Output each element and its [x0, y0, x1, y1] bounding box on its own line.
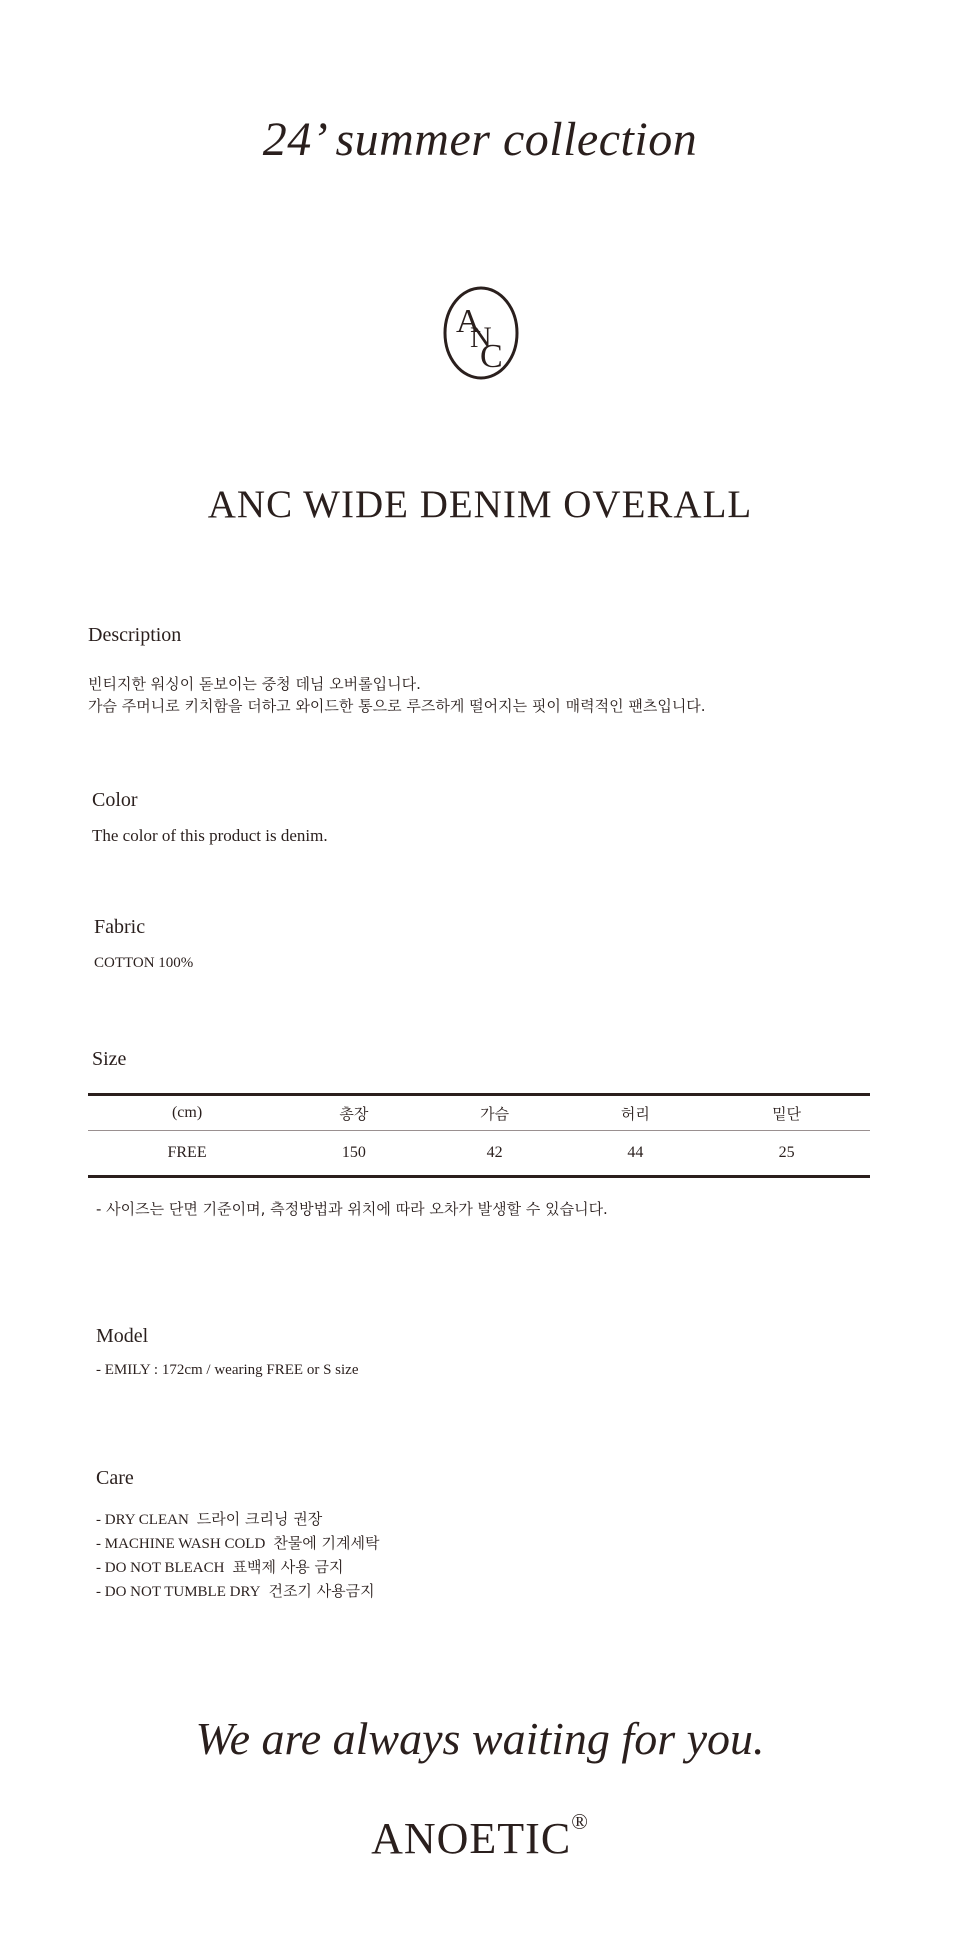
care-label: Care — [96, 1467, 134, 1489]
product-title: ANC WIDE DENIM OVERALL — [207, 483, 753, 526]
collection-title: 24’ summer collection — [262, 113, 698, 166]
care-item-en: - DRY CLEAN — [96, 1512, 189, 1528]
care-item-ko: 찬물에 기계세탁 — [273, 1534, 380, 1552]
size-header-hem: 밑단 — [703, 1095, 870, 1131]
size-cell-length: 150 — [286, 1131, 422, 1177]
size-header-chest: 가슴 — [422, 1095, 568, 1131]
fabric-label: Fabric — [94, 916, 146, 938]
color-label: Color — [92, 789, 138, 811]
description-text — [88, 673, 706, 717]
brand-name: ANOETIC — [371, 1814, 572, 1863]
anc-monogram-logo — [442, 285, 520, 381]
description-label: Description — [88, 624, 182, 646]
care-item-no-bleach — [96, 1556, 380, 1580]
care-item-ko: 표백제 사용 금지 — [232, 1558, 344, 1576]
care-item-dry-clean — [96, 1508, 380, 1532]
size-cell-free: FREE — [88, 1131, 286, 1177]
care-item-ko: 드라이 크리닝 권장 — [196, 1510, 323, 1528]
model-label: Model — [96, 1325, 149, 1347]
care-item-en: - MACHINE WASH COLD — [96, 1536, 266, 1552]
size-cell-waist: 44 — [568, 1131, 704, 1177]
care-item-en: - DO NOT TUMBLE DRY — [96, 1584, 261, 1600]
logo-letter-a: A — [456, 303, 481, 340]
logo-letter-c: C — [480, 338, 503, 375]
size-header-length: 총장 — [286, 1095, 422, 1131]
size-cell-hem: 25 — [703, 1131, 870, 1177]
color-text: The color of this product is denim. — [92, 826, 328, 845]
size-header-waist: 허리 — [568, 1095, 704, 1131]
size-note: - 사이즈는 단면 기준이며, 측정방법과 위치에 따라 오차가 발생할 수 있습니다. — [96, 1200, 608, 1218]
logo-letter-n: N — [470, 321, 492, 354]
model-text: - EMILY : 172cm / wearing FREE or S size — [96, 1362, 359, 1378]
care-item-no-tumble-dry — [96, 1580, 380, 1604]
description-line-1: 빈티지한 워싱이 돋보이는 중청 데님 오버롤입니다. — [88, 675, 421, 693]
registered-mark: ® — [571, 1809, 589, 1834]
care-item-machine-wash — [96, 1532, 380, 1556]
table-row — [88, 1131, 870, 1177]
size-label: Size — [92, 1048, 127, 1070]
description-line-2: 가슴 주머니로 키치함을 더하고 와이드한 통으로 루즈하게 떨어지는 핏이 매력적인 팬츠입니다. — [88, 697, 706, 715]
size-table — [88, 1093, 870, 1178]
size-table-header-row — [88, 1095, 870, 1131]
size-header-unit: (cm) — [88, 1095, 286, 1131]
care-item-ko: 건조기 사용금지 — [268, 1582, 375, 1600]
footer-tagline: We are always waiting for you. — [195, 1713, 765, 1764]
brand-wordmark — [0, 1809, 960, 1864]
care-list — [96, 1508, 380, 1604]
care-item-en: - DO NOT BLEACH — [96, 1560, 225, 1576]
size-cell-chest: 42 — [422, 1131, 568, 1177]
fabric-text: COTTON 100% — [94, 955, 194, 971]
